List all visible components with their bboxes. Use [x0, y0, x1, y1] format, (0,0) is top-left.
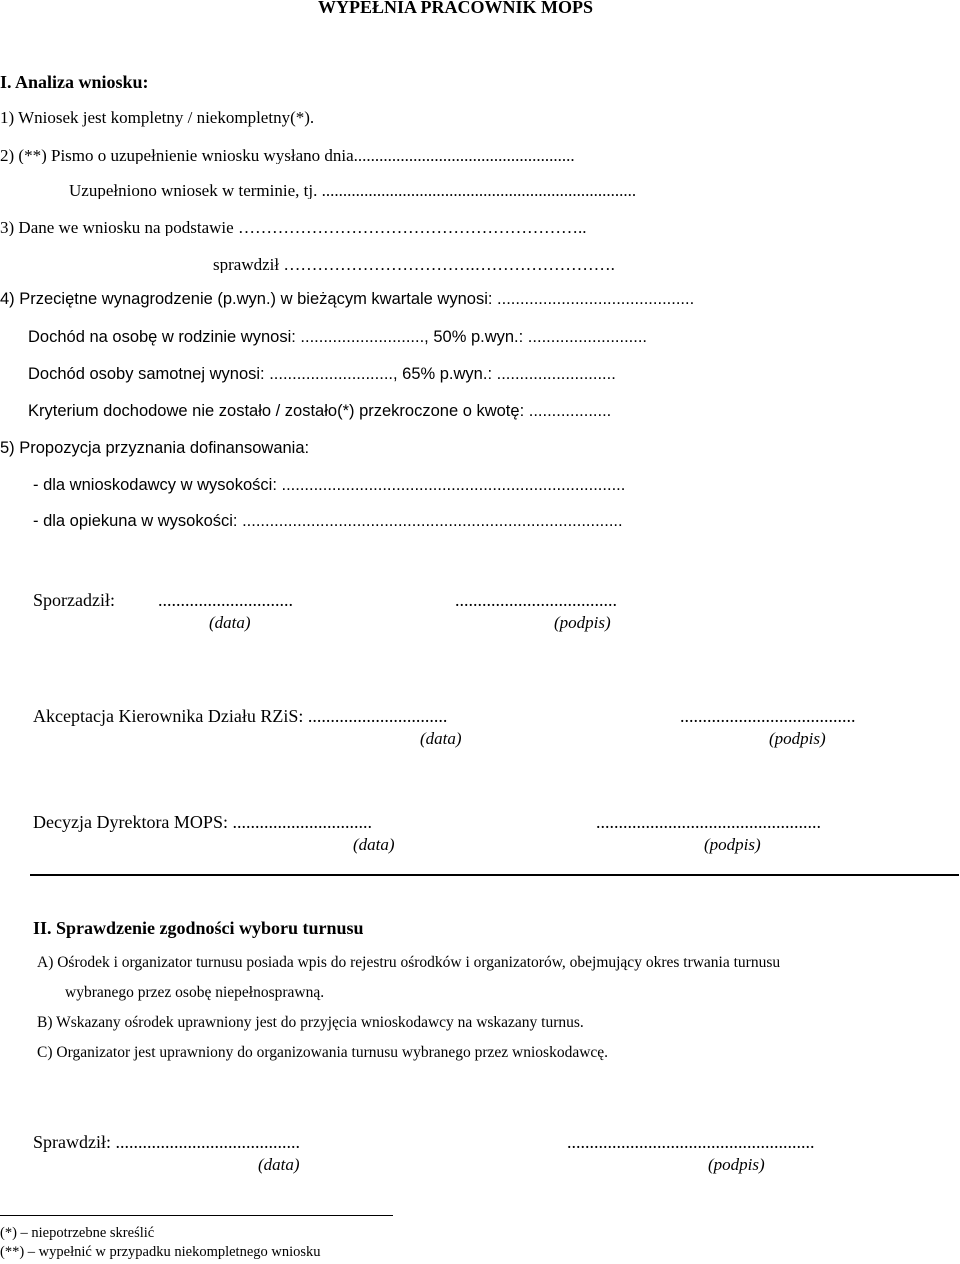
page-title: WYPEŁNIA PRACOWNIK MOPS	[318, 0, 594, 17]
item-1-completeness: 1) Wniosek jest kompletny / niekompletny(*).	[0, 108, 315, 127]
prepared-signature-caption: (podpis)	[554, 613, 611, 632]
decision-label: Decyzja Dyrektora MOPS: ...............................	[33, 812, 372, 832]
checked-signature-caption: (podpis)	[708, 1155, 765, 1174]
funding-caregiver: - dla opiekuna w wysokości: ...................................................................................	[33, 513, 623, 530]
item-3-data-basis: 3) Dane we wniosku na podstawie ……………………………………………………..	[0, 219, 587, 236]
decision-date-caption: (data)	[353, 835, 395, 854]
prepared-by-label: Sporzadził:	[33, 590, 115, 610]
item-3-verified-by: sprawdził …………………………….…………………….	[213, 256, 615, 273]
footnote-1: (*) – niepotrzebne skreślić	[0, 1225, 155, 1241]
prepared-signature-field: ....................................	[455, 590, 617, 610]
check-b: B) Wskazany ośrodek uprawniony jest do przyjęcia wnioskodawcy na wskazany turnus.	[37, 1014, 584, 1031]
section-1-heading: I. Analiza wniosku:	[0, 72, 149, 92]
checked-date-caption: (data)	[258, 1155, 300, 1174]
decision-signature-caption: (podpis)	[704, 835, 761, 854]
acceptance-date-caption: (data)	[420, 729, 462, 748]
acceptance-signature-field: .......................................	[680, 706, 856, 726]
section-divider	[30, 874, 959, 876]
income-criterion: Kryterium dochodowe nie zostało / zostało(*) przekroczone o kwotę: ..................	[28, 403, 612, 420]
checked-by-label: Sprawdził: .........................................	[33, 1132, 300, 1152]
item-2-supplemented: Uzupełniono wniosek w terminie, tj. ..........................................................................	[69, 182, 637, 199]
decision-signature-field: ..................................................	[596, 812, 821, 832]
income-per-family-member: Dochód na osobę w rodzinie wynosi: ..........................., 50% p.wyn.: ..........................	[28, 329, 647, 346]
item-2-letter-sent: 2) (**) Pismo o uzupełnienie wniosku wysłano dnia....................................................	[0, 147, 575, 164]
acceptance-signature-caption: (podpis)	[769, 729, 826, 748]
prepared-date-field: ..............................	[158, 590, 293, 610]
footnote-2: (**) – wypełnić w przypadku niekompletnego wniosku	[0, 1244, 321, 1260]
funding-applicant: - dla wnioskodawcy w wysokości: ...........................................................................	[33, 477, 626, 494]
prepared-date-caption: (data)	[209, 613, 251, 632]
item-5-funding-proposal: 5) Propozycja przyznania dofinansowania:	[0, 439, 310, 457]
check-a-line2: wybranego przez osobę niepełnosprawną.	[65, 984, 325, 1001]
footnote-rule	[0, 1215, 393, 1216]
section-2-heading: II. Sprawdzenie zgodności wyboru turnusu	[33, 918, 364, 938]
acceptance-label: Akceptacja Kierownika Działu RZiS: ...............................	[33, 706, 448, 726]
income-single-person: Dochód osoby samotnej wynosi: ..........................., 65% p.wyn.: ..........................	[28, 366, 616, 383]
checked-signature-field: .......................................................	[567, 1132, 815, 1152]
check-c: C) Organizator jest uprawniony do organizowania turnusu wybranego przez wnioskodawcę.	[37, 1044, 609, 1061]
check-a-line1: A) Ośrodek i organizator turnusu posiada wpis do rejestru ośrodków i organizatorów, obejmujący okres trwania turnusu	[37, 955, 781, 971]
item-4-average-wage: 4) Przeciętne wynagrodzenie (p.wyn.) w bieżącym kwartale wynosi: ...........................................	[0, 291, 695, 308]
